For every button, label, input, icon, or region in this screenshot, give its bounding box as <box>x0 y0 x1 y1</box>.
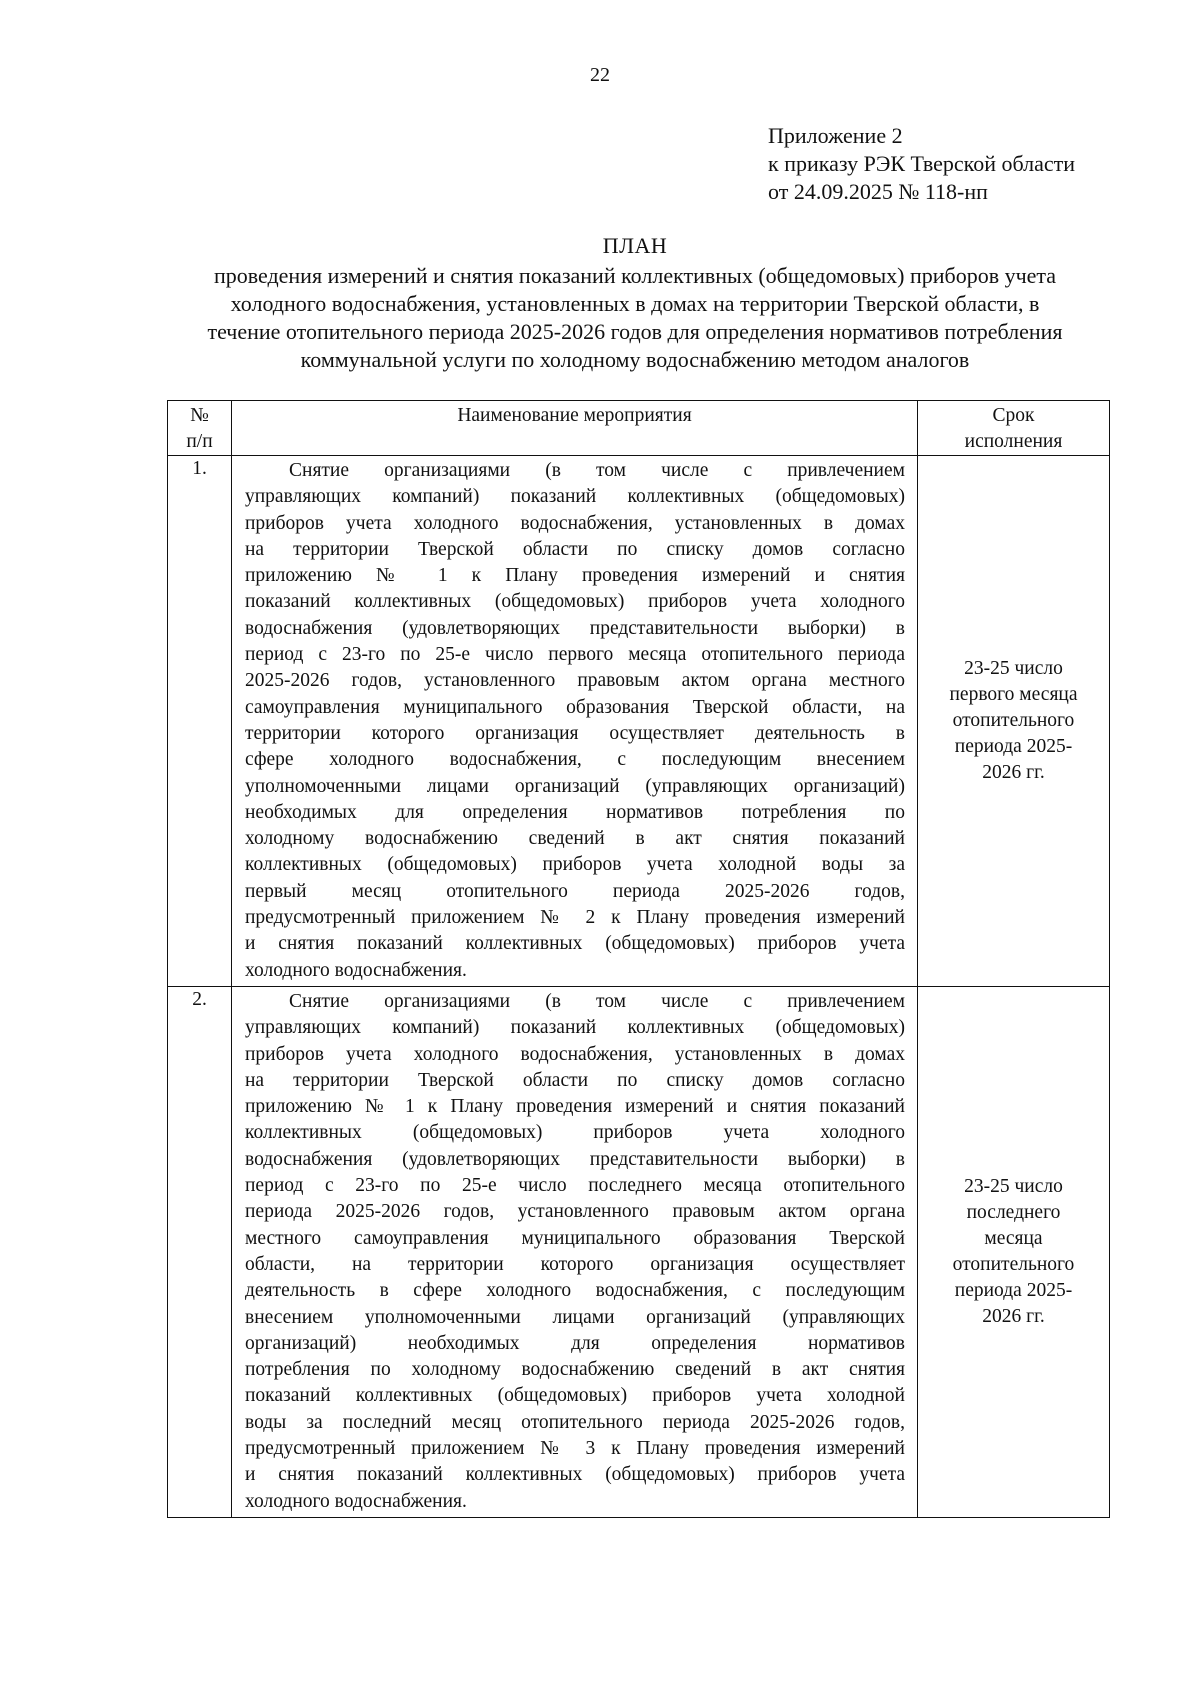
description-line: приборов учета холодного водоснабжения, установленных в домах <box>245 1043 905 1065</box>
appendix-line: от 24.09.2025 № 118-нп <box>768 179 988 204</box>
term-line: периода 2025- <box>954 1279 1073 1301</box>
header-term <box>918 401 1110 456</box>
header-term-line: Срок <box>992 405 1035 426</box>
row-description <box>232 456 918 987</box>
description-line: территории которого организация осуществляет деятельность в <box>245 722 905 744</box>
row-term <box>918 456 1110 987</box>
description-line: коллективных (общедомовых) приборов учета холодного <box>245 1122 905 1144</box>
appendix-reference <box>768 122 1075 206</box>
term-line: 2026 гг. <box>982 761 1045 783</box>
description-line: показаний коллективных (общедомовых) приборов учета холодного <box>245 591 905 613</box>
description-line: период с 23-го по 25-е число последнего месяца отопительного <box>245 1175 905 1197</box>
description-line: 2025-2026 годов, установленного правовым актом органа местного <box>245 670 905 692</box>
header-num <box>168 401 232 456</box>
header-name-line: Наименование мероприятия <box>457 405 692 426</box>
description-line: деятельность в сфере холодного водоснабжения, с последующим <box>245 1280 905 1302</box>
table-row <box>168 456 1110 987</box>
description-line: на территории Тверской области по списку домов согласно <box>245 538 905 560</box>
description-line: приложению № 1 к Плану проведения измерений и снятия <box>245 565 905 587</box>
subtitle-line: проведения измерений и снятия показаний коллективных (общедомовых) приборов учета <box>213 263 1057 288</box>
description-line: области, на территории которого организация осуществляет <box>245 1253 905 1275</box>
term-line: отопительного <box>952 709 1075 731</box>
description-line: предусмотренный приложением № 3 к Плану проведения измерений <box>245 1437 905 1459</box>
table-header-row <box>168 401 1110 456</box>
term-line: 23-25 число <box>964 1175 1063 1197</box>
description-line: первый месяц отопительного периода 2025-2026 годов, <box>245 880 905 902</box>
description-line: холодного водоснабжения. <box>245 1490 467 1512</box>
description-line: и снятия показаний коллективных (общедомовых) приборов учета <box>245 933 905 955</box>
appendix-line: Приложение 2 <box>768 123 903 148</box>
plan-table <box>167 400 1110 1518</box>
description-line: коллективных (общедомовых) приборов учета холодной воды за <box>245 854 905 876</box>
appendix-line: к приказу РЭК Тверской области <box>768 151 1076 176</box>
description-line: и снятия показаний коллективных (общедомовых) приборов учета <box>245 1464 905 1486</box>
description-line: потребления по холодному водоснабжению сведений в акт снятия <box>245 1359 905 1381</box>
document-title: ПЛАН <box>602 233 668 258</box>
term-line: первого месяца <box>949 683 1078 705</box>
description-line: управляющих компаний) показаний коллективных (общедомовых) <box>245 486 905 508</box>
subtitle-line: холодного водоснабжения, установленных в домах на территории Тверской области, в <box>230 291 1040 316</box>
row-description <box>232 986 918 1517</box>
term-line: 23-25 число <box>964 657 1063 679</box>
description-line: показаний коллективных (общедомовых) приборов учета холодной <box>245 1385 905 1407</box>
term-line: месяца <box>984 1227 1043 1249</box>
term-line: периода 2025- <box>954 735 1073 757</box>
description-line: водоснабжения (удовлетворяющих представительности выборки) в <box>245 617 905 639</box>
description-line: организаций) необходимых для определения нормативов <box>245 1332 905 1354</box>
term-line: 2026 гг. <box>982 1305 1045 1327</box>
row-number: 2. <box>168 986 232 1517</box>
description-line: уполномоченными лицами организаций (управляющих организаций) <box>245 775 905 797</box>
description-line: предусмотренный приложением № 2 к Плану проведения измерений <box>245 907 905 929</box>
description-line: периода 2025-2026 годов, установленного правовым актом органа <box>245 1201 905 1223</box>
row-term <box>918 986 1110 1517</box>
subtitle-line: коммунальной услуги по холодному водоснабжению методом аналогов <box>300 347 970 372</box>
description-line: Снятие организациями (в том числе с привлечением <box>289 460 905 481</box>
description-line: местного самоуправления муниципального образования Тверской <box>245 1227 905 1249</box>
description-line: период с 23-го по 25-е число первого месяца отопительного периода <box>245 644 905 666</box>
description-line: водоснабжения (удовлетворяющих представительности выборки) в <box>245 1148 905 1170</box>
description-line: Снятие организациями (в том числе с привлечением <box>289 990 905 1012</box>
header-num-line: № <box>190 405 209 426</box>
description-line: управляющих компаний) показаний коллективных (общедомовых) <box>245 1017 905 1039</box>
page-number: 22 <box>590 64 610 86</box>
description-line: самоуправления муниципального образования Тверской области, на <box>245 696 905 718</box>
header-term-line: исполнения <box>964 431 1063 452</box>
description-line: сфере холодного водоснабжения, с последующим внесением <box>245 749 905 771</box>
row-number: 1. <box>168 456 232 987</box>
description-line: холодного водоснабжения. <box>245 959 467 981</box>
description-line: на территории Тверской области по списку домов согласно <box>245 1069 905 1091</box>
subtitle-line: течение отопительного периода 2025-2026 годов для определения нормативов потребления <box>207 319 1063 344</box>
header-name <box>232 401 918 456</box>
document-subtitle <box>150 262 1120 374</box>
description-line: приложению № 1 к Плану проведения измерений и снятия показаний <box>245 1096 905 1118</box>
description-line: воды за последний месяц отопительного периода 2025-2026 годов, <box>245 1411 905 1433</box>
description-line: приборов учета холодного водоснабжения, установленных в домах <box>245 512 905 534</box>
header-num-line: п/п <box>186 431 213 452</box>
description-line: внесением уполномоченными лицами организаций (управляющих <box>245 1306 905 1328</box>
term-line: последнего <box>966 1201 1061 1223</box>
table-row <box>168 986 1110 1517</box>
description-line: необходимых для определения нормативов потребления по <box>245 801 905 823</box>
term-line: отопительного <box>952 1253 1075 1275</box>
description-line: холодному водоснабжению сведений в акт снятия показаний <box>245 828 905 850</box>
